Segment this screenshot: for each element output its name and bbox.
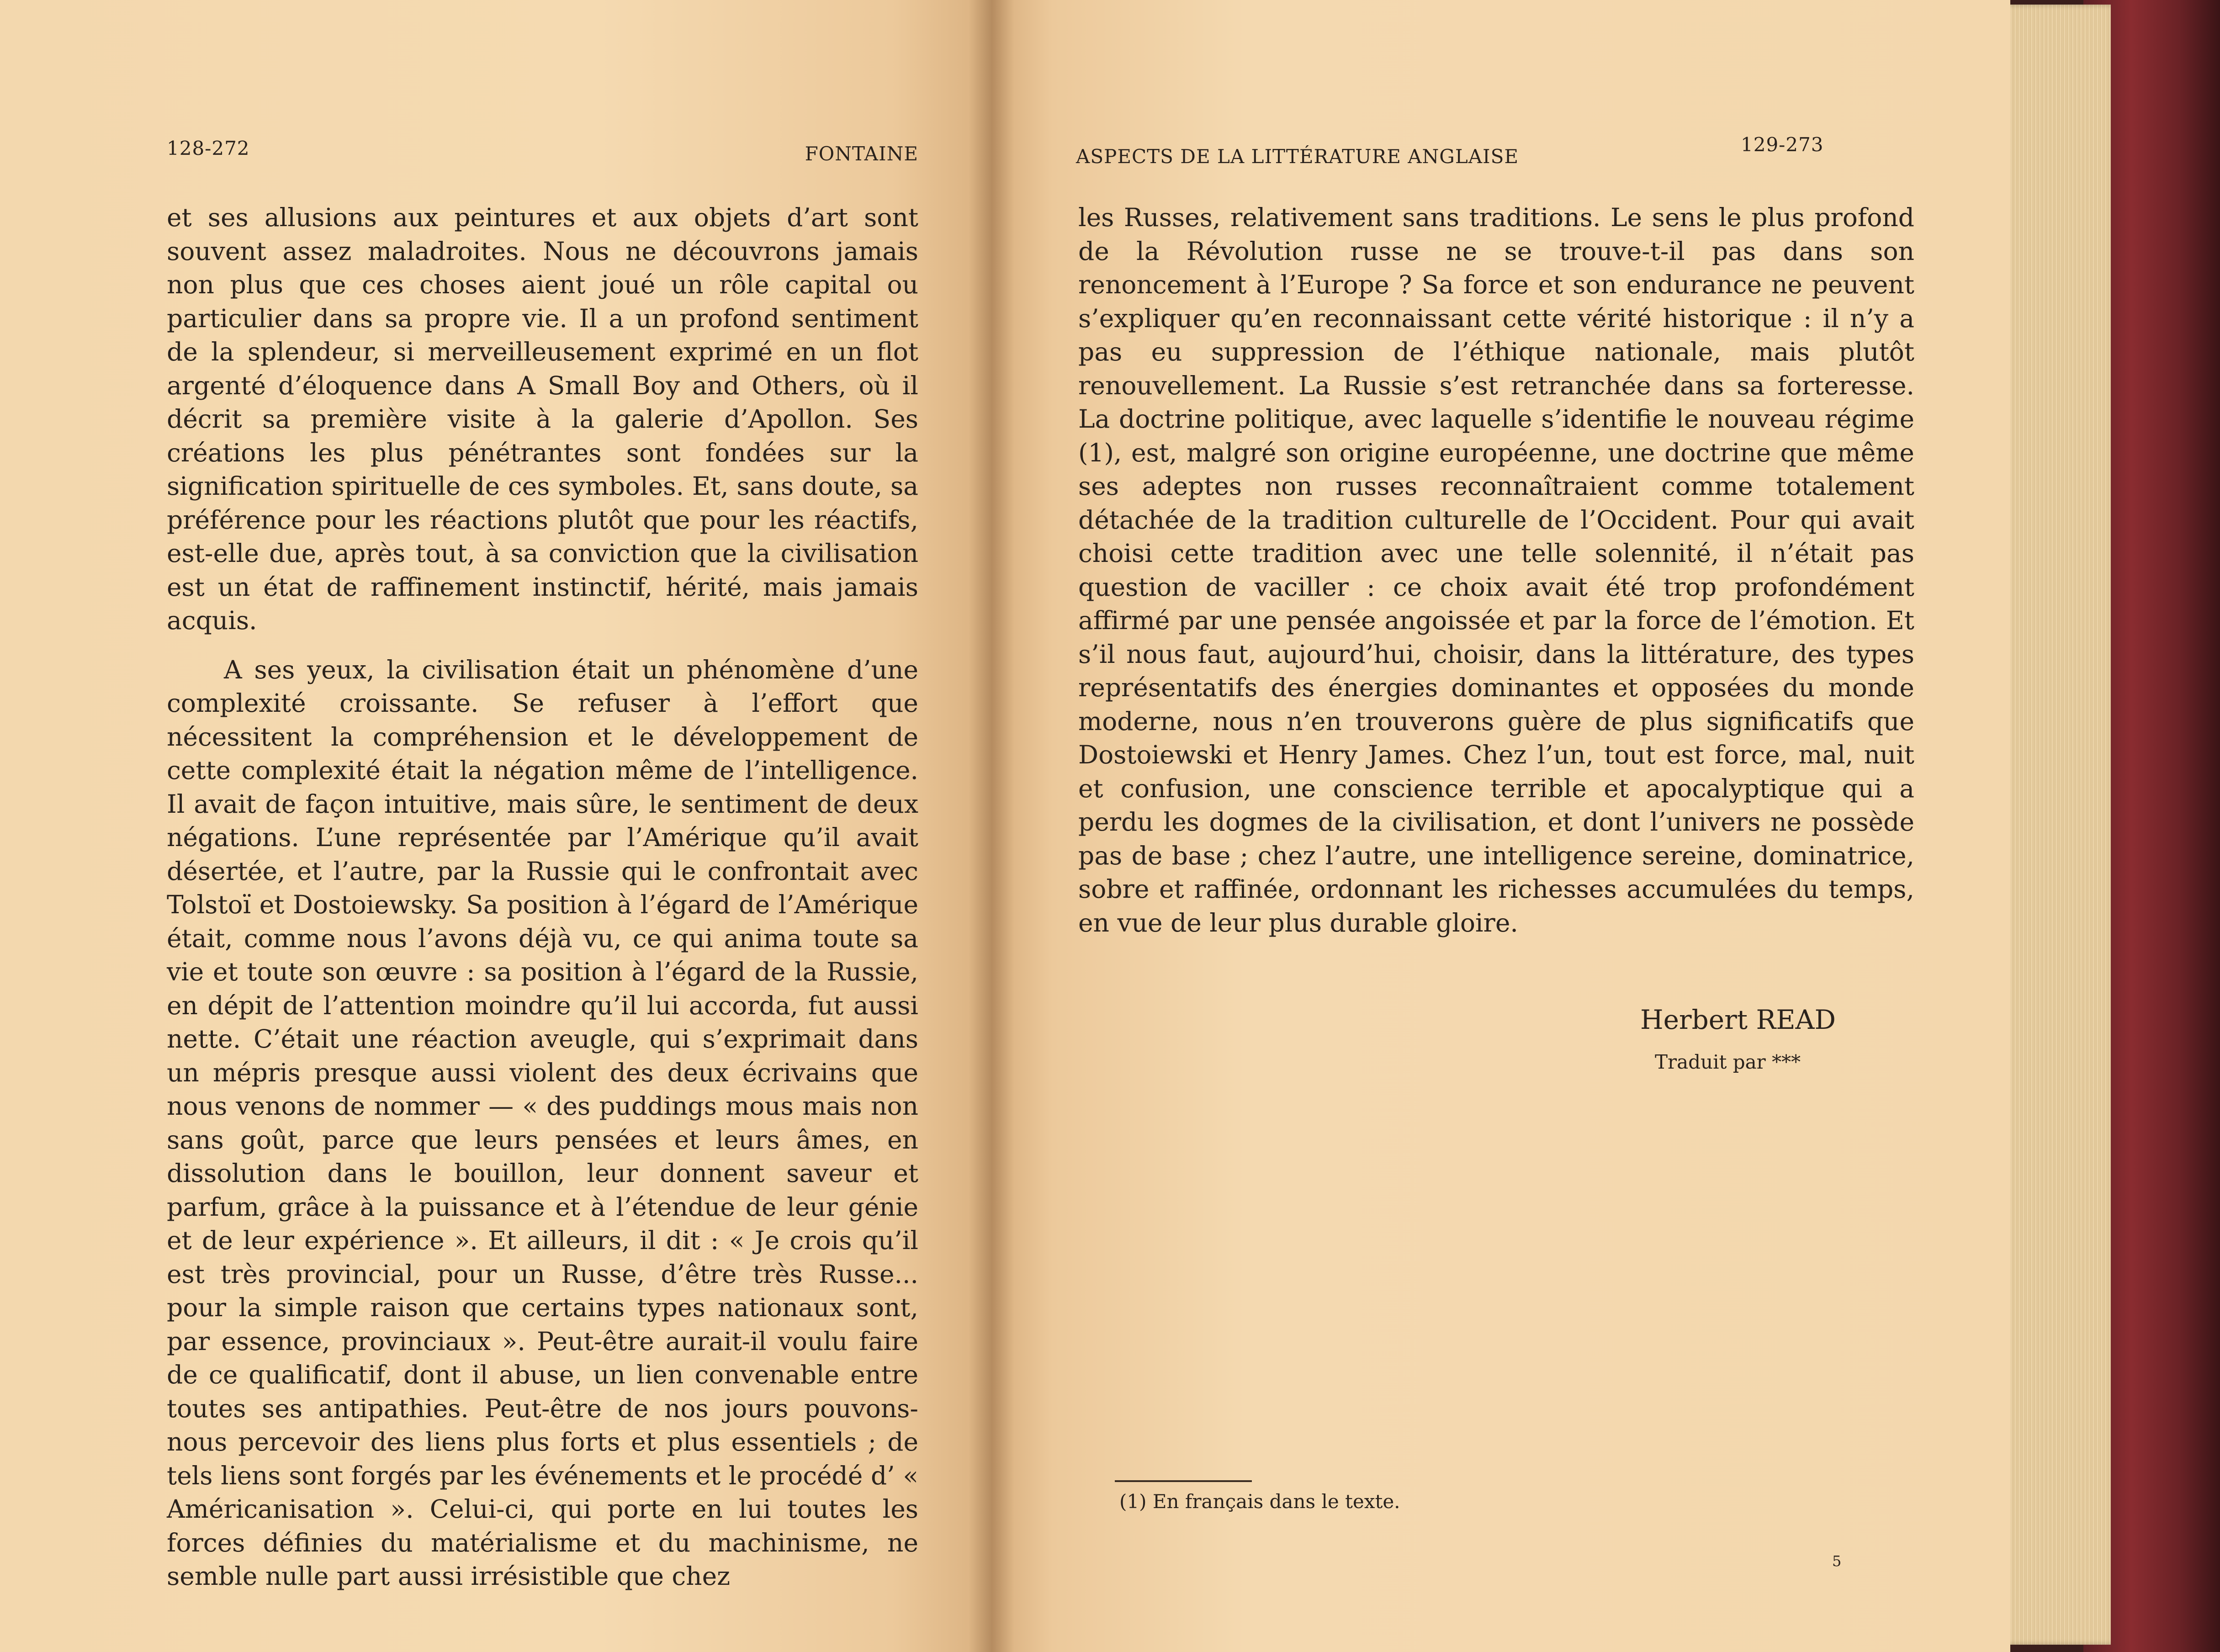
translator-credit: Traduit par *** xyxy=(1655,1051,1801,1073)
folio-number: 5 xyxy=(1832,1552,1842,1570)
book-gutter xyxy=(969,0,1014,1652)
footnote: (1) En français dans le texte. xyxy=(1119,1490,1400,1513)
right-running-head: ASPECTS DE LA LITTÉRATURE ANGLAISE xyxy=(1076,145,1519,168)
left-paragraph-2: A ses yeux, la civilisation était un phénomène d’une complexité croissante. Se refuser à l’effort que nécessitent la compréhension et le développement de cette complexité était la négation même de l’intelligence. Il avait de façon intuitive, mais sûre, le sentiment de deux négations. L’une représentée par l’Amérique qu’il avait désertée, et l’autre, par la Russie qui le confrontait avec Tolstoï et Dostoiewsky. Sa position à l’égard de l’Amérique était, comme nous l’avons déjà vu, ce qui anima toute sa vie et toute son œuvre : sa position à l’égard de la Russie, en dépit de l’attention moindre qu’il lui accorda, fut aussi nette. C’était une réaction aveugle, qui s’exprimait dans un mépris presque aussi violent des deux écrivains que nous venons de nommer — « des puddings mous mais non sans goût, parce que leurs pensées et leurs âmes, en dissolution dans le bouillon, leur donnent saveur et parfum, grâce à la puissance et à l’étendue de leur génie et de leur expérience ». Et ailleurs, il dit : « Je crois qu’il est très provincial, pour un Russe, d’être très Russe... pour la simple raison que certains types nationaux sont, par essence, provinciaux ». Peut-être aurait-il voulu faire de ce qualificatif, dont il abuse, un lien convenable entre toutes ses antipathies. Peut-être de nos jours pouvons-nous percevoir des liens plus forts et plus essentiels ; de tels liens sont forgés par les événements et le procédé d’ « Américanisation ». Celui-ci, qui porte en lui toutes les forces définies du matérialisme et du machinisme, ne semble nulle part aussi irrésistible que chez xyxy=(167,655,918,1591)
left-page xyxy=(0,0,991,1652)
right-page xyxy=(991,0,2010,1652)
author-signature: Herbert READ xyxy=(1640,1004,1836,1035)
left-paragraph-1: et ses allusions aux peintures et aux objets d’art sont souvent assez maladroites. Nous ne découvrons jamais non plus que ces choses aient joué un rôle capital ou particulier dans sa propre vie. Il a un profond sentiment de la splendeur, si merveilleusement exprimé en un flot argenté d’éloquence dans A Small Boy and Others, où il décrit sa première visite à la galerie d’Apollon. Ses créations les plus pénétrantes sont fondées sur la signification spirituelle de ces symboles. Et, sans doute, sa préférence pour les réactions plutôt que pour les réactifs, est-elle due, après tout, à sa conviction que la civilisation est un état de raffinement instinctif, hérité, mais jamais acquis. xyxy=(167,203,918,635)
right-page-number: 129-273 xyxy=(1741,133,1824,156)
left-page-number: 128-272 xyxy=(167,137,250,159)
right-paragraph: les Russes, relativement sans traditions. Le sens le plus profond de la Révolution russe ne se trouve-t-il pas dans son renoncement à l’Europe ? Sa force et son endurance ne peuvent s’expliquer qu’en reconnaissant cette vérité historique : il n’y a pas eu suppression de l’éthique nationale, mais plutôt renouvellement. La Russie s’est retranchée dans sa forteresse. La doctrine politique, avec laquelle s’identifie le nouveau régime (1), est, malgré son origine européenne, une doctrine que même ses adeptes non russes reconnaîtraient comme totalement détachée de la tradition culturelle de l’Occident. Pour qui avait choisi cette tradition avec une telle solennité, il n’était pas question de vaciller : ce choix avait été trop profondément affirmé par une pensée angoissée et par la force de l’émotion. Et s’il nous faut, aujourd’hui, choisir, dans la littérature, des types représentatifs des énergies dominantes et opposées du monde moderne, nous n’en trouverons guère de plus significatifs que Dostoiewski et Henry James. Chez l’un, tout est force, mal, nuit et confusion, une conscience terrible et apocalyptique qui a perdu les dogmes de la civilisation, et dont l’univers ne possède pas de base ; chez l’autre, une intelligence sereine, dominatrice, sobre et raffinée, ordonnant les richesses accumulées du temps, en vue de leur plus durable gloire. xyxy=(1078,203,1914,937)
left-text-block xyxy=(167,201,918,1594)
footnote-rule xyxy=(1115,1480,1252,1482)
left-running-head: FONTAINE xyxy=(805,143,918,165)
right-text-block xyxy=(1078,201,1914,940)
